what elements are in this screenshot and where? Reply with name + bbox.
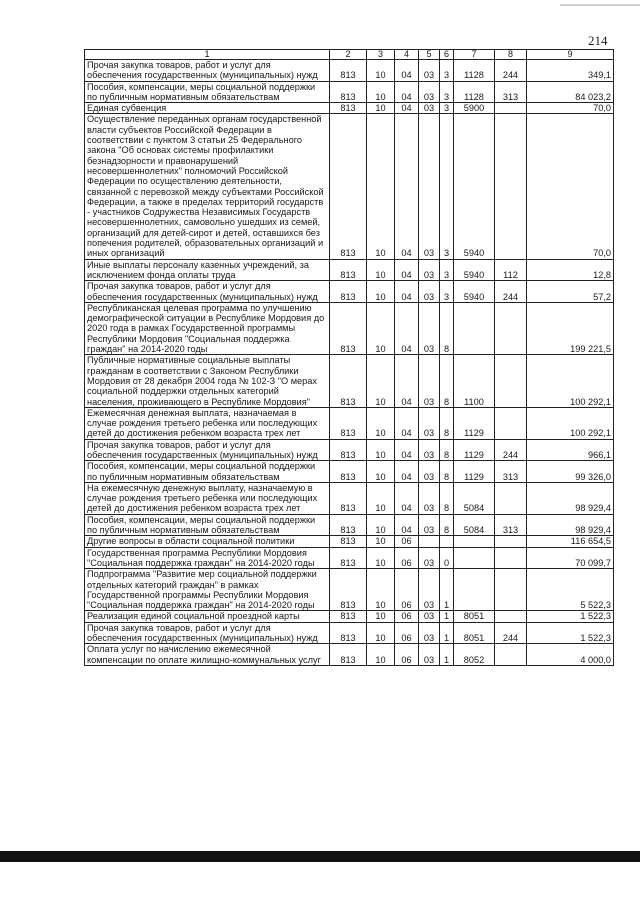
- cell-amount: 4 000,0: [527, 644, 614, 666]
- cell-program: 03: [419, 611, 440, 622]
- cell-subprogram: 8: [440, 355, 454, 407]
- cell-target-article: 1129: [454, 439, 495, 461]
- cell-subprogram: 8: [440, 514, 454, 536]
- cell-subsection: 06: [395, 536, 419, 547]
- row-name: Пособия, компенсации, меры социальной поддержки по публичным нормативным обязательствам: [85, 514, 330, 536]
- row-name: Прочая закупка товаров, работ и услуг для обеспечения государственных (муниципальных) нужд: [85, 439, 330, 461]
- col-header-5: 5: [419, 50, 440, 60]
- table-row: [85, 355, 614, 407]
- col-header-6: 6: [440, 50, 454, 60]
- cell-target-article: [454, 302, 495, 354]
- cell-subprogram: 1: [440, 622, 454, 644]
- cell-amount: 116 654,5: [527, 536, 614, 547]
- cell-amount: 1 522,3: [527, 622, 614, 644]
- cell-subprogram: 8: [440, 407, 454, 439]
- row-name: Прочая закупка товаров, работ и услуг для обеспечения государственных (муниципальных) нужд: [85, 622, 330, 644]
- cell-target-article: [454, 547, 495, 569]
- cell-section: 10: [367, 536, 395, 547]
- col-header-1: 1: [85, 50, 330, 60]
- table-row: [85, 514, 614, 536]
- cell-ministry-code: 813: [330, 259, 367, 281]
- cell-program: 03: [419, 355, 440, 407]
- cell-target-article: 5940: [454, 281, 495, 303]
- cell-expense-type: 244: [495, 439, 527, 461]
- cell-expense-type: [495, 407, 527, 439]
- cell-subsection: 04: [395, 60, 419, 82]
- cell-program: 03: [419, 103, 440, 114]
- column-number-row: [85, 50, 614, 60]
- cell-ministry-code: 813: [330, 103, 367, 114]
- cell-amount: 349,1: [527, 60, 614, 82]
- row-name: Другие вопросы в области социальной политики: [85, 536, 330, 547]
- cell-subsection: 04: [395, 355, 419, 407]
- cell-subsection: 06: [395, 569, 419, 611]
- cell-ministry-code: 813: [330, 355, 367, 407]
- cell-subsection: 06: [395, 547, 419, 569]
- cell-expense-type: [495, 482, 527, 514]
- cell-target-article: 5940: [454, 259, 495, 281]
- cell-program: 03: [419, 439, 440, 461]
- cell-ministry-code: 813: [330, 547, 367, 569]
- cell-section: 10: [367, 407, 395, 439]
- cell-ministry-code: 813: [330, 482, 367, 514]
- table-row: [85, 611, 614, 622]
- table-row: [85, 114, 614, 259]
- cell-subprogram: 3: [440, 60, 454, 82]
- cell-subprogram: 8: [440, 461, 454, 483]
- cell-program: 03: [419, 569, 440, 611]
- cell-ministry-code: 813: [330, 514, 367, 536]
- cell-ministry-code: 813: [330, 439, 367, 461]
- cell-ministry-code: 813: [330, 536, 367, 547]
- table-row: [85, 103, 614, 114]
- cell-ministry-code: 813: [330, 644, 367, 666]
- col-header-9: 9: [527, 50, 614, 60]
- cell-section: 10: [367, 103, 395, 114]
- col-header-7: 7: [454, 50, 495, 60]
- row-name: Единая субвенция: [85, 103, 330, 114]
- table-row: [85, 482, 614, 514]
- cell-amount: 199 221,5: [527, 302, 614, 354]
- cell-subsection: 04: [395, 407, 419, 439]
- cell-subprogram: 3: [440, 259, 454, 281]
- budget-table: [84, 49, 614, 666]
- cell-target-article: [454, 536, 495, 547]
- cell-expense-type: [495, 644, 527, 666]
- cell-subprogram: 3: [440, 114, 454, 259]
- cell-subprogram: 8: [440, 482, 454, 514]
- cell-expense-type: [495, 611, 527, 622]
- table-row: [85, 259, 614, 281]
- table-row: [85, 644, 614, 666]
- col-header-3: 3: [367, 50, 395, 60]
- cell-section: 10: [367, 569, 395, 611]
- cell-expense-type: [495, 103, 527, 114]
- cell-section: 10: [367, 622, 395, 644]
- table-row: [85, 622, 614, 644]
- cell-program: [419, 536, 440, 547]
- cell-ministry-code: 813: [330, 281, 367, 303]
- table-row: [85, 81, 614, 103]
- cell-target-article: 5940: [454, 114, 495, 259]
- cell-target-article: 1128: [454, 60, 495, 82]
- cell-subprogram: 3: [440, 103, 454, 114]
- cell-expense-type: 244: [495, 281, 527, 303]
- cell-section: 10: [367, 302, 395, 354]
- row-name: Ежемесячная денежная выплата, назначаемая в случае рождения третьего ребенка или последующих детей до достижения ребенком возраста трех лет: [85, 407, 330, 439]
- cell-expense-type: [495, 302, 527, 354]
- cell-subprogram: 8: [440, 439, 454, 461]
- cell-program: 03: [419, 461, 440, 483]
- row-name: Подпрограмма "Развитие мер социальной поддержки отдельных категорий граждан" в рамках Государственной программы Республики Мордовия "Социальная поддержка граждан" на 2014-2020 годы: [85, 569, 330, 611]
- cell-subsection: 04: [395, 302, 419, 354]
- table-row: [85, 461, 614, 483]
- cell-expense-type: [495, 114, 527, 259]
- table-row: [85, 547, 614, 569]
- cell-expense-type: 244: [495, 60, 527, 82]
- cell-target-article: 1128: [454, 81, 495, 103]
- cell-amount: 1 522,3: [527, 611, 614, 622]
- cell-subsection: 04: [395, 281, 419, 303]
- cell-amount: 98 929,4: [527, 514, 614, 536]
- col-header-8: 8: [495, 50, 527, 60]
- cell-target-article: 8052: [454, 644, 495, 666]
- cell-expense-type: 244: [495, 622, 527, 644]
- cell-subprogram: 8: [440, 302, 454, 354]
- row-name: Государственная программа Республики Мордовия "Социальная поддержка граждан" на 2014-2020 годы: [85, 547, 330, 569]
- cell-ministry-code: 813: [330, 622, 367, 644]
- cell-subprogram: 1: [440, 569, 454, 611]
- cell-amount: 98 929,4: [527, 482, 614, 514]
- cell-ministry-code: 813: [330, 407, 367, 439]
- cell-subsection: 04: [395, 461, 419, 483]
- col-header-4: 4: [395, 50, 419, 60]
- table-row: [85, 407, 614, 439]
- cell-target-article: 5084: [454, 514, 495, 536]
- cell-target-article: 8051: [454, 622, 495, 644]
- cell-amount: 70 099,7: [527, 547, 614, 569]
- table-row: [85, 439, 614, 461]
- row-name: Оплата услуг по начислению ежемесячной компенсации по оплате жилищно-коммунальных услуг: [85, 644, 330, 666]
- cell-section: 10: [367, 259, 395, 281]
- cell-target-article: 8051: [454, 611, 495, 622]
- row-name: На ежемесячную денежную выплату, назначаемую в случае рождения третьего ребенка или последующих детей до достижения ребенком возраста трех лет: [85, 482, 330, 514]
- cell-subsection: 04: [395, 514, 419, 536]
- cell-amount: 100 292,1: [527, 407, 614, 439]
- cell-subprogram: 3: [440, 281, 454, 303]
- cell-ministry-code: 813: [330, 60, 367, 82]
- cell-section: 10: [367, 60, 395, 82]
- cell-amount: 5 522,3: [527, 569, 614, 611]
- cell-section: 10: [367, 114, 395, 259]
- cell-subsection: 06: [395, 644, 419, 666]
- table-row: [85, 569, 614, 611]
- cell-ministry-code: 813: [330, 81, 367, 103]
- cell-ministry-code: 813: [330, 461, 367, 483]
- cell-amount: 84 023,2: [527, 81, 614, 103]
- row-name: Пособия, компенсации, меры социальной поддержки по публичным нормативным обязательствам: [85, 81, 330, 103]
- cell-amount: 966,1: [527, 439, 614, 461]
- cell-section: 10: [367, 547, 395, 569]
- cell-ministry-code: 813: [330, 114, 367, 259]
- page-number: 214: [588, 33, 608, 48]
- row-name: Иные выплаты персоналу казенных учреждений, за исключением фонда оплаты труда: [85, 259, 330, 281]
- cell-subsection: 06: [395, 611, 419, 622]
- cell-subprogram: 0: [440, 547, 454, 569]
- cell-amount: 99 326,0: [527, 461, 614, 483]
- cell-section: 10: [367, 461, 395, 483]
- cell-subsection: 04: [395, 114, 419, 259]
- cell-program: 03: [419, 407, 440, 439]
- cell-amount: 70,0: [527, 103, 614, 114]
- cell-amount: 70,0: [527, 114, 614, 259]
- cell-expense-type: [495, 355, 527, 407]
- cell-section: 10: [367, 355, 395, 407]
- cell-subsection: 04: [395, 259, 419, 281]
- cell-subprogram: 3: [440, 81, 454, 103]
- cell-program: 03: [419, 60, 440, 82]
- cell-section: 10: [367, 482, 395, 514]
- table-row: [85, 302, 614, 354]
- row-name: Реализация единой социальной проездной карты: [85, 611, 330, 622]
- cell-program: 03: [419, 482, 440, 514]
- cell-expense-type: 313: [495, 514, 527, 536]
- cell-program: 03: [419, 622, 440, 644]
- cell-target-article: 1100: [454, 355, 495, 407]
- cell-target-article: 1129: [454, 407, 495, 439]
- cell-program: 03: [419, 281, 440, 303]
- cell-subsection: 04: [395, 103, 419, 114]
- row-name: Прочая закупка товаров, работ и услуг для обеспечения государственных (муниципальных) нужд: [85, 281, 330, 303]
- cell-amount: 12,8: [527, 259, 614, 281]
- cell-program: 03: [419, 259, 440, 281]
- cell-subsection: 04: [395, 439, 419, 461]
- cell-ministry-code: 813: [330, 302, 367, 354]
- cell-target-article: 5900: [454, 103, 495, 114]
- col-header-2: 2: [330, 50, 367, 60]
- cell-expense-type: [495, 569, 527, 611]
- cell-program: 03: [419, 114, 440, 259]
- cell-target-article: 1129: [454, 461, 495, 483]
- cell-target-article: [454, 569, 495, 611]
- cell-section: 10: [367, 611, 395, 622]
- row-name: Публичные нормативные социальные выплаты гражданам в соответствии с Законом Республики Мордовия от 28 декабря 2004 года № 102-З "О мерах социальной поддержки отдельных категорий населения, проживающего в Республике Мордовия": [85, 355, 330, 407]
- cell-amount: 57,2: [527, 281, 614, 303]
- cell-subprogram: [440, 536, 454, 547]
- cell-section: 10: [367, 439, 395, 461]
- cell-expense-type: [495, 547, 527, 569]
- table-row: [85, 536, 614, 547]
- cell-subsection: 04: [395, 482, 419, 514]
- cell-subsection: 06: [395, 622, 419, 644]
- cell-program: 03: [419, 302, 440, 354]
- table-row: [85, 60, 614, 82]
- cell-subprogram: 1: [440, 611, 454, 622]
- cell-program: 03: [419, 514, 440, 536]
- row-name: Осуществление переданных органам государственной власти субъектов Российской Федерации в соответствии с пунктом 3 статьи 25 Федерального закона "Об основах системы профилактики безнадзорности и правонарушений несовершеннолетних" полномочий Российской Федерации по осуществлению деятельности, связанной с перевозкой между субъектами Российской Федерации, а также в пределах территорий государств - участников Содружества Независимых Государств несовершеннолетних, самовольно ушедших из семей, организаций для детей-сирот и детей, оставшихся без попечения родителей, образовательных организаций и иных организаций: [85, 114, 330, 259]
- scan-edge-bar: [0, 851, 640, 862]
- cell-expense-type: 313: [495, 461, 527, 483]
- cell-section: 10: [367, 81, 395, 103]
- cell-expense-type: 313: [495, 81, 527, 103]
- cell-ministry-code: 813: [330, 611, 367, 622]
- cell-ministry-code: 813: [330, 569, 367, 611]
- cell-program: 03: [419, 644, 440, 666]
- cell-amount: 100 292,1: [527, 355, 614, 407]
- cell-subsection: 04: [395, 81, 419, 103]
- cell-program: 03: [419, 81, 440, 103]
- cell-section: 10: [367, 514, 395, 536]
- row-name: Пособия, компенсации, меры социальной поддержки по публичным нормативным обязательствам: [85, 461, 330, 483]
- cell-program: 03: [419, 547, 440, 569]
- cell-expense-type: [495, 536, 527, 547]
- scan-artifact-top: [560, 4, 640, 6]
- cell-section: 10: [367, 281, 395, 303]
- table-row: [85, 281, 614, 303]
- cell-expense-type: 112: [495, 259, 527, 281]
- cell-target-article: 5084: [454, 482, 495, 514]
- cell-section: 10: [367, 644, 395, 666]
- row-name: Прочая закупка товаров, работ и услуг для обеспечения государственных (муниципальных) нужд: [85, 60, 330, 82]
- row-name: Республиканская целевая программа по улучшению демографической ситуации в Республике Мордовия до 2020 года в рамках Государственной программы Республики Мордовия "Социальная поддержка граждан" на 2014-2020 годы: [85, 302, 330, 354]
- cell-subprogram: 1: [440, 644, 454, 666]
